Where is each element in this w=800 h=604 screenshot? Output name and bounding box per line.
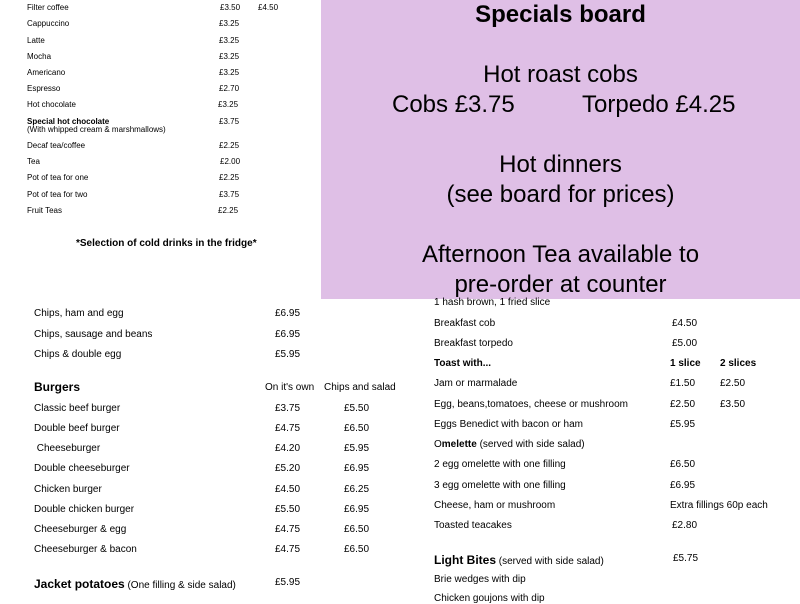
burger-name: Double cheeseburger	[34, 463, 130, 474]
jacket-price: £5.95	[275, 577, 301, 588]
jacket-potatoes-heading	[34, 575, 236, 593]
burger-name: Cheeseburger	[34, 443, 101, 454]
omelette-price: £6.50	[670, 459, 696, 470]
toast-price-two: £2.50	[720, 378, 746, 389]
drink-name: Mocha	[27, 52, 52, 61]
drink-name: Special hot chocolate	[27, 117, 110, 126]
light-bite-item: Chicken goujons with dip	[434, 593, 545, 604]
menu-item-price: £5.95	[670, 419, 696, 430]
toast-price-one: £2.50	[670, 399, 696, 410]
burger-name: Double beef burger	[34, 423, 120, 434]
toast-heading: Toast with...	[434, 358, 492, 369]
burger-price-chips: £5.95	[344, 443, 370, 454]
drink-price: £3.25	[219, 68, 240, 77]
omelette-name: Cheese, ham or mushroom	[434, 500, 556, 511]
hot-dinners-heading: Hot dinners	[499, 151, 622, 178]
drink-price: £3.75	[219, 117, 240, 126]
drink-price: £2.25	[218, 206, 239, 215]
drink-name: Cappuccino	[27, 19, 70, 28]
burger-price-own: £4.75	[275, 423, 301, 434]
omelette-name: 2 egg omelette with one filling	[434, 459, 566, 470]
drink-name: Decaf tea/coffee	[27, 141, 86, 150]
jacket-title: Jacket potatoes	[34, 577, 125, 591]
burger-price-own: £4.75	[275, 524, 301, 535]
burger-price-chips: £6.50	[344, 524, 370, 535]
drink-name: Fruit Teas	[27, 206, 62, 215]
hot-roast-cobs-heading: Hot roast cobs	[483, 61, 638, 88]
light-bites-heading	[434, 551, 604, 569]
burger-price-own: £4.20	[275, 443, 301, 454]
drink-name: Espresso	[27, 84, 61, 93]
toast-item-name: Jam or marmalade	[434, 378, 518, 389]
menu-item-price: £6.95	[275, 329, 301, 340]
burger-price-own: £4.50	[275, 484, 301, 495]
menu-item-name: Chips, sausage and beans	[34, 329, 153, 340]
specials-board	[321, 0, 800, 299]
toast-col-one-slice: 1 slice	[670, 358, 701, 369]
burger-name: Cheeseburger & egg	[34, 524, 127, 535]
drink-name: Pot of tea for two	[27, 190, 88, 199]
toast-item-name: Egg, beans,tomatoes, cheese or mushroom	[434, 399, 628, 410]
cold-drinks-note: *Selection of cold drinks in the fridge*	[76, 238, 257, 249]
drink-price: £3.25	[219, 19, 240, 28]
drink-price: £2.25	[219, 141, 240, 150]
burger-price-chips: £6.95	[344, 504, 370, 515]
drink-name: Americano	[27, 68, 66, 77]
jacket-subtitle: (One filling & side salad)	[124, 580, 236, 591]
burger-price-own: £3.75	[275, 403, 301, 414]
burger-price-chips: £6.25	[344, 484, 370, 495]
menu-item-name: Toasted teacakes	[434, 520, 512, 531]
drink-price: £3.50	[220, 3, 241, 12]
light-bites-price: £5.75	[673, 553, 699, 564]
menu-item-price: £6.95	[275, 308, 301, 319]
drink-name: Tea	[27, 157, 40, 166]
menu-item-price: £4.50	[672, 318, 698, 329]
drink-subtext: (With whipped cream & marshmallows)	[27, 125, 166, 134]
menu-item-price: £5.00	[672, 338, 698, 349]
menu-item-name: Eggs Benedict with bacon or ham	[434, 419, 583, 430]
burger-price-own: £4.75	[275, 544, 301, 555]
burger-name: Classic beef burger	[34, 403, 121, 414]
afternoon-tea-line-2: pre-order at counter	[454, 271, 667, 298]
burger-price-own: £5.50	[275, 504, 301, 515]
drink-price: £2.70	[219, 84, 240, 93]
column-header-own: On it's own	[265, 382, 315, 393]
burger-name: Cheeseburger & bacon	[34, 544, 137, 555]
toast-price-one: £1.50	[670, 378, 696, 389]
burger-name: Double chicken burger	[34, 504, 135, 515]
light-bites-title: Light Bites	[434, 553, 496, 567]
light-bites-subtitle: (served with side salad)	[496, 556, 604, 567]
drink-price: £3.25	[219, 36, 240, 45]
drink-price: £3.25	[218, 100, 239, 109]
toast-price-two: £3.50	[720, 399, 746, 410]
specials-title: Specials board	[475, 1, 646, 28]
omelette-heading	[434, 439, 585, 450]
torpedo-price: Torpedo £4.25	[582, 91, 736, 118]
drink-price: £3.75	[219, 190, 240, 199]
burger-price-chips: £6.95	[344, 463, 370, 474]
menu-item-price: £2.80	[672, 520, 698, 531]
column-header-chips: Chips and salad	[324, 382, 396, 393]
drink-price-large: £4.50	[258, 3, 279, 12]
drink-name: Filter coffee	[27, 3, 69, 12]
light-bite-item: Brie wedges with dip	[434, 574, 526, 585]
menu-item-name: Chips & double egg	[34, 349, 122, 360]
drink-name: Pot of tea for one	[27, 173, 89, 182]
burger-price-chips: £6.50	[344, 544, 370, 555]
drink-price: £2.25	[219, 173, 240, 182]
drink-price: £2.00	[220, 157, 241, 166]
omelette-heading-word: melette	[441, 439, 477, 450]
omelette-heading-sub: (served with side salad)	[476, 439, 585, 450]
hot-dinners-note: (see board for prices)	[446, 181, 675, 208]
toast-col-two-slices: 2 slices	[720, 358, 757, 369]
afternoon-tea-line-1: Afternoon Tea available to	[421, 241, 700, 268]
extra-fillings-note: Extra fillings 60p each	[670, 500, 768, 511]
drink-name: Latte	[27, 36, 45, 45]
menu-item-price: £5.95	[275, 349, 301, 360]
menu-item-name: Breakfast torpedo	[434, 338, 513, 349]
omelette-name: 3 egg omelette with one filling	[434, 480, 566, 491]
menu-item-name: Chips, ham and egg	[34, 308, 124, 319]
menu-item-name: Breakfast cob	[434, 318, 496, 329]
burger-price-own: £5.20	[275, 463, 301, 474]
burger-price-chips: £6.50	[344, 423, 370, 434]
drink-name: Hot chocolate	[27, 100, 76, 109]
breakfast-partial-line: 1 hash brown, 1 fried slice	[434, 297, 551, 308]
burger-name: Chicken burger	[34, 484, 102, 495]
drink-price: £3.25	[219, 52, 240, 61]
omelette-price: £6.95	[670, 480, 696, 491]
burger-price-chips: £5.50	[344, 403, 370, 414]
omelette-heading-initial: O	[434, 439, 442, 450]
cobs-price: Cobs £3.75	[392, 91, 515, 118]
burgers-heading: Burgers	[34, 380, 81, 394]
